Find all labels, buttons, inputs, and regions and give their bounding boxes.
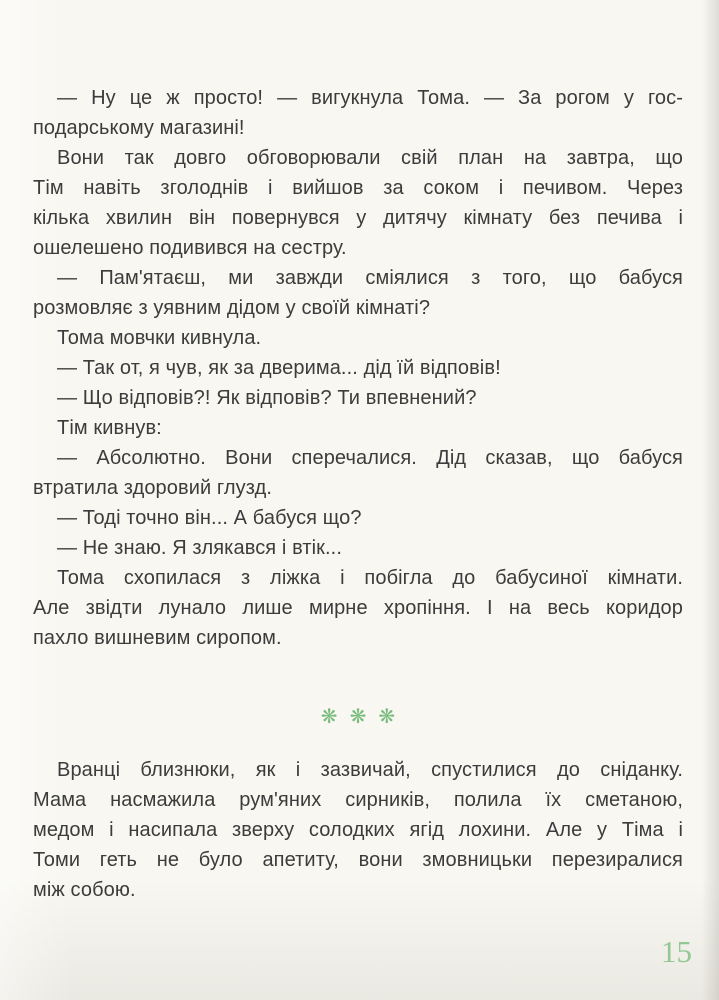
- paragraph-line: — Ну це ж просто! — вигукнула Тома. — За рогом у гос-: [57, 87, 683, 109]
- paragraph-line: Тома схопилася з ліжка і побігла до бабусиної кімнати.: [57, 567, 683, 589]
- text-block: [33, 83, 683, 905]
- paragraph-line: ошелешено подивився на сестру.: [33, 237, 347, 259]
- paragraph-line: — Абсолютно. Вони сперечалися. Дід сказав, що бабуся: [57, 447, 683, 469]
- paragraph: [33, 383, 683, 413]
- paragraph-line: Вранці близнюки, як і зазвичай, спустилися до сніданку.: [57, 759, 683, 781]
- paragraph-line: кілька хвилин він повернувся у дитячу кімнату без печива і: [33, 207, 683, 229]
- paragraph-line: Тома мовчки кивнула.: [57, 327, 262, 349]
- paragraph: [33, 563, 683, 653]
- paragraph-line: — Пам'ятаєш, ми завжди сміялися з того, що бабуся: [57, 267, 683, 289]
- paragraph-line: Але звідти лунало лише мирне хропіння. І на весь коридор: [33, 597, 683, 619]
- page-number: 15: [661, 934, 692, 969]
- asterisk-icon: ❋: [378, 704, 396, 728]
- paragraph-line: розмовляє з уявним дідом у своїй кімнаті?: [33, 297, 431, 319]
- paragraph: [33, 443, 683, 503]
- paragraph: [33, 353, 683, 383]
- paragraph-line: Тім кивнув:: [57, 417, 162, 439]
- paragraph-line: — Тоді точно він... А бабуся що?: [57, 507, 362, 529]
- paragraph: [33, 755, 683, 905]
- paragraph-line: — Так от, я чув, як за дверима... дід їй відповів!: [57, 357, 501, 379]
- paragraph-line: Вони так довго обговорювали свій план на завтра, що: [57, 147, 683, 169]
- paragraph: [33, 263, 683, 323]
- paragraph-line: Мама насмажила рум'яних сирників, полила їх сметаною,: [33, 789, 683, 811]
- paragraph: [33, 503, 683, 533]
- paragraph: [33, 143, 683, 263]
- asterisk-icon: ❋: [349, 704, 367, 728]
- paragraph-line: втратила здоровий глузд.: [33, 477, 273, 499]
- paragraph-line: пахло вишневим сиропом.: [33, 627, 282, 649]
- paragraph-line: — Не знаю. Я злякався і втік...: [57, 537, 342, 559]
- paragraph-line: — Що відповів?! Як відповів? Ти впевнений?: [57, 387, 477, 409]
- paragraph-line: медом і насипала зверху солодких ягід лохини. Але у Тіма і: [33, 819, 683, 841]
- paragraph: [33, 413, 683, 443]
- asterisk-icon: ❋: [320, 704, 338, 728]
- paragraph-line: між собою.: [33, 879, 136, 901]
- paragraph-line: подарському магазині!: [33, 117, 245, 139]
- section-separator: [33, 701, 683, 731]
- paragraph-line: Тім навіть зголоднів і вийшов за соком і печивом. Через: [33, 177, 683, 199]
- paragraph-line: Томи геть не було апетиту, вони змовницьки перезиралися: [33, 849, 683, 871]
- paragraph: [33, 533, 683, 563]
- paragraph: [33, 83, 683, 143]
- paragraph: [33, 323, 683, 353]
